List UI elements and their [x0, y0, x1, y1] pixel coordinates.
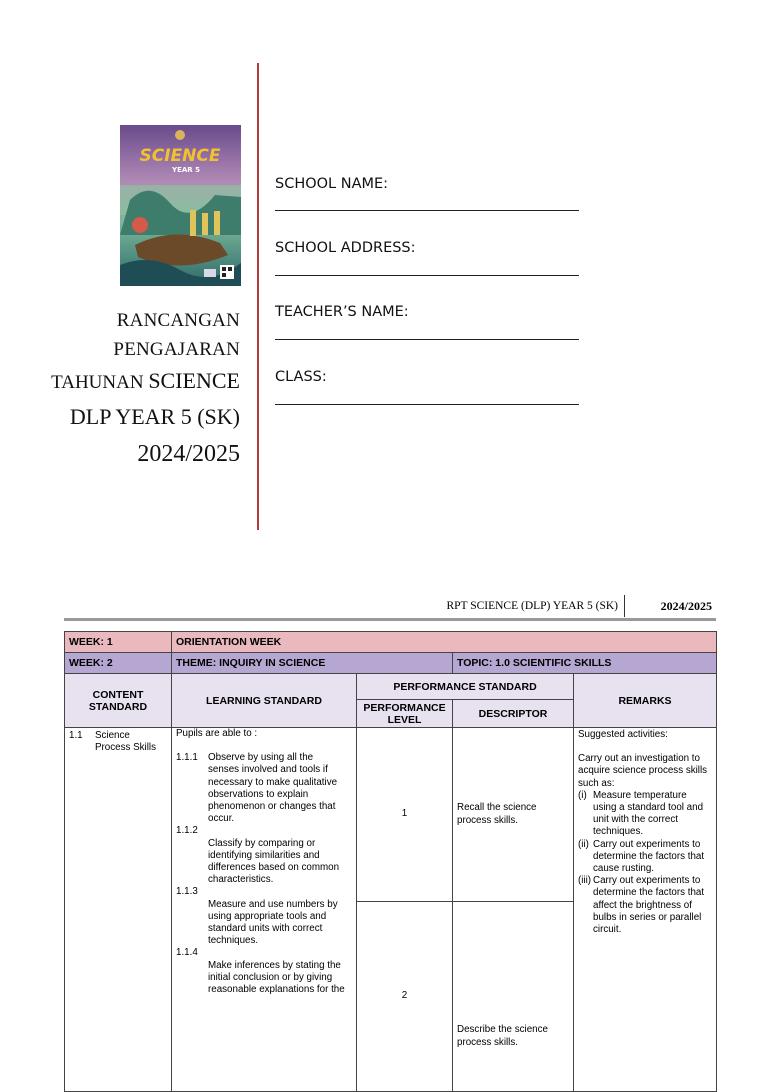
week-1-label: WEEK: 1: [65, 632, 172, 653]
list-item: (iii) Carry out experiments to determine the factors that affect the brightness of bulbs in series or parallel circuit.: [578, 875, 705, 936]
page-header-year: 2024/2025: [660, 599, 712, 613]
school-address-field[interactable]: [275, 275, 579, 276]
orientation-week-label: ORIENTATION WEEK: [172, 632, 717, 653]
learning-standard-1-1-3: Measure and use numbers by using appropriate tools and standard units with correct techniques.: [208, 898, 338, 947]
page-header: [64, 594, 716, 621]
week-1-row: [65, 632, 717, 653]
descriptor-1: Recall the science process skills.: [453, 728, 574, 902]
content-standard-text: Science Process Skills: [95, 730, 156, 754]
performance-level-2: 2: [357, 902, 453, 1092]
theme-label: THEME: INQUIRY IN SCIENCE: [172, 653, 453, 674]
title-line-2: PENGAJARAN: [113, 339, 240, 360]
performance-level-header: PERFORMANCE LEVEL: [357, 700, 453, 728]
learning-standard-header: LEARNING STANDARD: [172, 674, 357, 728]
title-line-1: RANCANGAN: [116, 310, 240, 331]
textbook-cover-image: [120, 125, 241, 286]
topic-label: TOPIC: 1.0 SCIENTIFIC SKILLS: [453, 653, 717, 674]
week-2-label: WEEK: 2: [65, 653, 172, 674]
document-title: [51, 306, 240, 474]
remarks-intro: Suggested activities:: [578, 729, 668, 740]
performance-level-1: 1: [357, 728, 453, 902]
descriptor-2: Describe the science process skills.: [453, 902, 574, 1092]
class-field[interactable]: [275, 404, 579, 405]
remarks-header: REMARKS: [574, 674, 717, 728]
school-name-field[interactable]: [275, 210, 579, 211]
learning-standard-1-1-4-num: 1.1.4: [176, 947, 198, 959]
learning-standard-1-1-2: Classify by comparing or identifying similarities and differences based on common characteristics.: [208, 837, 340, 886]
content-standard-num: 1.1: [69, 730, 83, 741]
rpt-table: [64, 631, 717, 1092]
table-row: [65, 728, 717, 902]
list-item: (ii) Carry out experiments to determine the factors that cause rusting.: [578, 838, 705, 875]
page-header-title: RPT SCIENCE (DLP) YEAR 5 (SK): [446, 600, 618, 612]
learning-standard-1-1-4: Make inferences by stating the initial conclusion or by giving reasonable explanations for the: [208, 959, 345, 996]
learning-standard-1-1-1: 1.1.1 Observe by using all the senses involved and tools if necessary to make qualitative observations to explain phenomenon or changes that occur.: [176, 752, 338, 825]
school-name-label: SCHOOL NAME:: [275, 176, 389, 192]
title-line-4: DLP YEAR 5 (SK): [69, 404, 240, 429]
learning-standard-1-1-2-num: 1.1.2: [176, 825, 198, 837]
remarks-lead: Carry out an investigation to acquire science process skills such as:: [578, 753, 708, 789]
remarks-cell: [574, 728, 717, 1092]
book-subtitle: YEAR 5: [172, 166, 200, 174]
school-address-label: SCHOOL ADDRESS:: [275, 240, 416, 256]
page-header-separator: [624, 595, 625, 617]
header-row-1: [65, 674, 717, 700]
content-standard-header: CONTENT STANDARD: [65, 674, 172, 728]
content-standard-cell: [65, 728, 172, 1092]
learning-intro: Pupils are able to :: [176, 728, 258, 739]
teacher-name-label: TEACHER’S NAME:: [275, 304, 409, 320]
book-title: SCIENCE: [139, 146, 221, 166]
learning-standard-1-1-3-num: 1.1.3: [176, 886, 198, 898]
title-line-3-subject: SCIENCE: [148, 368, 240, 393]
descriptor-header: DESCRIPTOR: [453, 700, 574, 728]
learning-standard-cell: [172, 728, 357, 1092]
title-line-3: TAHUNAN: [51, 372, 144, 393]
class-label: CLASS:: [275, 369, 327, 385]
teacher-name-field[interactable]: [275, 339, 579, 340]
remarks-list: [578, 790, 712, 936]
list-item: (i) Measure temperature using a standard tool and unit with the correct techniques.: [578, 789, 704, 838]
vertical-divider: [257, 63, 259, 530]
title-line-5: 2024/2025: [137, 441, 240, 467]
textbook-cover-illustration: [120, 125, 241, 286]
performance-standard-header: PERFORMANCE STANDARD: [357, 674, 574, 700]
week-2-row: [65, 653, 717, 674]
